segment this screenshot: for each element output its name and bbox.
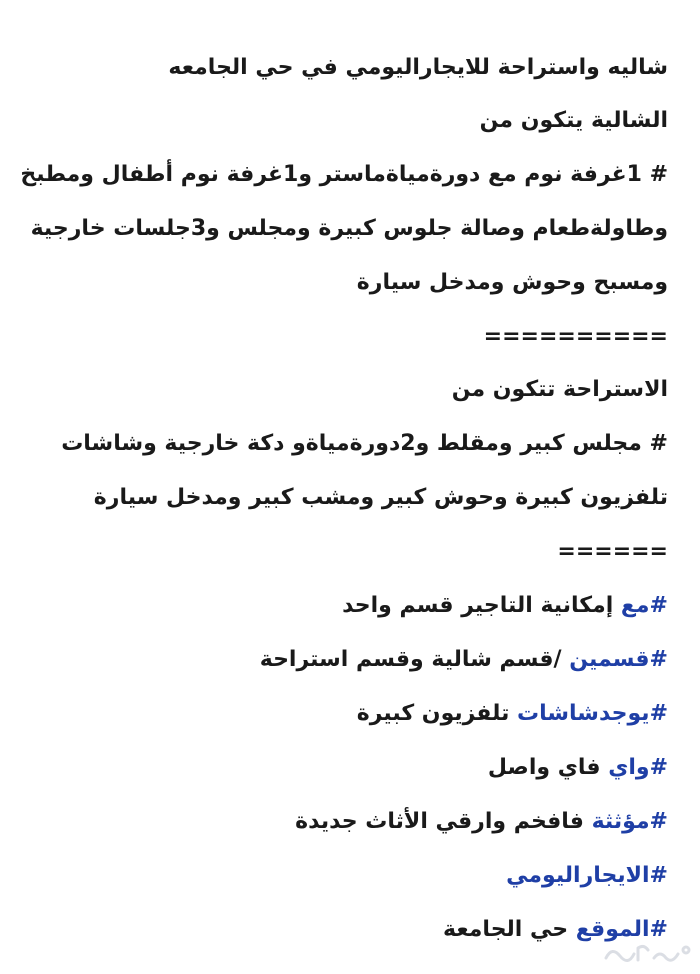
hashtag-link[interactable]: #الموقع (575, 917, 668, 942)
description-line: وطاولةطعام وصالة جلوس كبيرة ومجلس و3جلسات خارجية (30, 216, 668, 241)
hashtag-line (20, 802, 668, 842)
hashtag-text: /قسم شالية وقسم استراحة (259, 647, 570, 672)
hashtag-link[interactable]: #يوجدشاشات (517, 701, 668, 726)
description-line: # مجلس كبير ومقلط و2دورةمياةو دكة خارجية وشاشات (61, 431, 668, 456)
hashtag-link[interactable]: #قسمين (569, 647, 668, 672)
hashtag-text: فاي واصل (487, 755, 609, 780)
hashtag-link[interactable]: #واي (608, 755, 668, 780)
rest-house-heading: الاستراحة تتكون من (451, 377, 668, 402)
hashtag-link[interactable]: #مؤثثة (591, 809, 668, 834)
description-line: تلفزيون كبيرة وحوش كبير ومشب كبير ومدخل سيارة (93, 485, 668, 510)
hashtag-text: تلفزيون كبيرة (356, 701, 518, 726)
hashtag-text: إمكانية التاجير قسم واحد (342, 593, 621, 618)
hashtag-text: فافخم وارقي الأثاث جديدة (295, 809, 592, 834)
listing-title: شاليه واستراحة للايجاراليومي في حي الجامعه (168, 55, 668, 80)
separator-line: ====== (557, 539, 668, 564)
hashtag-line (20, 694, 668, 734)
haraj-logo-icon (600, 938, 692, 968)
description-line: # 1غرفة نوم مع دورةمياةماستر و1غرفة نوم أطفال ومطبخ (20, 162, 668, 187)
description-line: ومسبح وحوش ومدخل سيارة (356, 270, 668, 295)
separator-line: ========== (483, 324, 668, 349)
hashtag-link[interactable]: #الايجاراليومي (506, 863, 668, 888)
hashtag-line (20, 748, 668, 788)
hashtag-line (20, 910, 668, 950)
hashtag-line (20, 856, 668, 896)
hashtag-line (20, 586, 668, 626)
chalet-heading: الشالية يتكون من (479, 108, 668, 133)
hashtag-line (20, 640, 668, 680)
hashtag-text: حي الجامعة (443, 917, 576, 942)
hashtag-link[interactable]: #مع (620, 593, 668, 618)
